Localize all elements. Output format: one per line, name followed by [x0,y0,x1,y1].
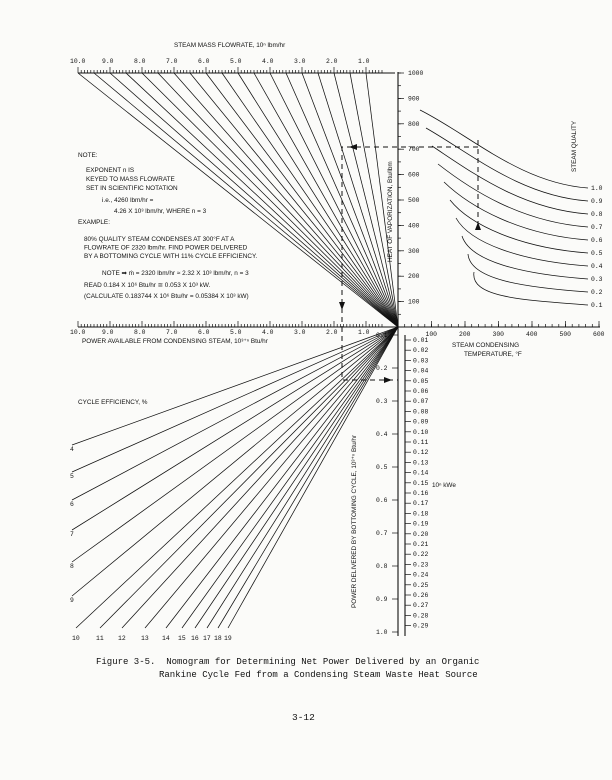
bottom-axis-tick-label: 1.0 [358,329,370,336]
kwe-tick-label: 0.07 [413,398,429,406]
top-axis-tick-label: 3.0 [294,58,306,65]
vaporization-tick-label: 400 [408,222,420,230]
efficiency-line [76,327,398,628]
kwe-tick-label: 0.23 [413,561,429,569]
efficiency-title: CYCLE EFFICIENCY, % [78,399,148,406]
steam-quality-label: 0.1 [591,302,603,309]
kwe-tick-label: 0.24 [413,571,429,579]
note-heading: NOTE: [78,152,98,159]
kwe-tick-label: 0.08 [413,408,429,416]
steam-quality-curve [432,146,588,214]
top-axis-tick-label: 9.0 [102,58,114,65]
steam-quality-label: 0.9 [591,198,603,205]
steam-quality-label: 0.4 [591,263,603,270]
efficiency-label-left: 9 [70,597,74,604]
vaporization-tick-label: 500 [408,197,420,204]
bottom-axis-tick-label: 5.0 [230,329,242,336]
kwe-tick-label: 0.18 [413,510,429,518]
steam-quality-curve [450,200,588,253]
condensing-tick-label: 100 [425,331,438,338]
efficiency-label-left: 8 [70,563,74,570]
flowrate-fan-line [222,73,398,327]
steam-quality-label: 0.2 [591,289,603,296]
top-axis-tick-label: 8.0 [134,58,146,65]
kwe-tick-label: 0.26 [413,592,429,599]
kwe-tick-label: 0.27 [413,602,429,610]
top-axis-tick-label: 4.0 [262,58,274,65]
efficiency-line [72,327,398,596]
power-delivered-label: 0.7 [376,530,388,537]
note-text: SET IN SCIENTIFIC NOTATION [86,185,178,192]
steam-quality-label: 0.5 [591,250,603,257]
page-number: 3-12 [292,712,315,723]
efficiency-line [166,327,398,628]
kwe-tick-label: 0.02 [413,347,429,355]
kwe-tick-label: 0.25 [413,581,429,589]
condensing-axis-title: TEMPERATURE, °F [464,351,522,358]
efficiency-line [145,327,398,628]
flowrate-fan-line [206,73,398,327]
example-text: BY A BOTTOMING CYCLE WITH 11% CYCLE EFFICIENCY. [84,253,258,260]
note-text: EXPONENT n IS [86,167,135,174]
steam-quality-curve [474,272,588,305]
note-example-line: 4.26 X 10³ lbm/hr, WHERE n = 3 [114,208,207,215]
efficiency-label-left: 7 [70,531,74,538]
steam-quality-label: 1.0 [591,185,603,192]
example-calc-line: (CALCULATE 0.183744 X 10⁶ Btu/hr = 0.05384 X 10³ kW) [84,293,249,300]
power-delivered-label: 0.1 [376,332,388,339]
example-heading: EXAMPLE: [78,219,110,226]
efficiency-label-bottom: 18 [214,635,222,642]
arrow-down-marker [339,302,345,310]
efficiency-line [207,327,398,628]
efficiency-label-left: 4 [70,446,74,453]
top-axis-title: STEAM MASS FLOWRATE, 10ⁿ lbm/hr [174,42,286,49]
vaporization-tick-label: 600 [408,171,420,179]
steam-quality-label: 0.7 [591,224,603,231]
condensing-tick-label: 600 [593,331,605,338]
arrow-up-marker [475,222,481,230]
figure-caption-line1: Figure 3-5. Nomogram for Determining Net Power Delivered by an Organic [96,657,480,667]
bottom-axis-tick-label: 2.0 [326,329,338,336]
efficiency-label-bottom: 15 [178,635,186,642]
vaporization-tick-label: 300 [408,247,420,255]
power-delivered-label: 0.9 [376,596,388,603]
kwe-tick-label: 0.10 [413,428,429,436]
kwe-tick-label: 0.06 [413,388,429,395]
kwe-axis-unit: 10ⁿ kWe [432,482,456,489]
bottom-axis-tick-label: 10.0 [70,329,86,336]
flowrate-fan-line [318,73,398,327]
vaporization-tick-label: 100 [408,298,420,306]
note-text: KEYED TO MASS FLOWRATE [86,176,175,183]
condensing-tick-label: 400 [526,331,538,338]
bottom-axis-tick-label: 9.0 [102,329,114,336]
steam-quality-curve [456,218,588,266]
efficiency-label-bottom: 19 [224,635,232,642]
efficiency-line [72,327,398,530]
bottom-axis-tick-label: 7.0 [166,329,178,336]
kwe-tick-label: 0.19 [413,520,429,528]
efficiency-label-bottom: 17 [203,635,211,642]
kwe-tick-label: 0.21 [413,541,429,548]
steam-quality-label: 0.6 [591,237,603,244]
efficiency-line [182,327,398,628]
power-delivered-title: POWER DELIVERED BY BOTTOMING CYCLE, 10³⁺ⁿ Btu/hr [351,434,358,608]
efficiency-label-bottom: 10 [72,635,80,642]
kwe-tick-label: 0.16 [413,490,429,497]
kwe-tick-label: 0.01 [413,337,429,344]
efficiency-label-bottom: 16 [191,635,199,642]
vaporization-axis-title: HEAT OF VAPORIZATION, Btu/lbm [387,161,394,262]
bottom-axis-tick-label: 6.0 [198,329,210,336]
note-example-line: i.e., 4260 lbm/hr = [102,197,154,204]
kwe-tick-label: 0.28 [413,612,429,620]
vaporization-tick-label: 1000 [408,70,424,77]
kwe-tick-label: 0.04 [413,367,429,375]
kwe-tick-label: 0.13 [413,459,429,467]
vaporization-tick-label: 700 [408,146,420,154]
power-delivered-label: 0.2 [376,365,388,372]
bottom-axis-tick-label: 8.0 [134,329,146,336]
steam-quality-curve [420,110,588,188]
kwe-tick-label: 0.05 [413,377,429,385]
top-axis-tick-label: 6.0 [198,58,210,65]
arrow-right-marker [384,377,392,383]
vaporization-tick-label: 900 [408,95,420,103]
example-note-line: NOTE ➡ ṁ = 2320 lbm/hr ≈ 2.32 X 10³ lbm/hr, n = 3 [102,270,249,277]
kwe-tick-label: 0.03 [413,357,429,365]
condensing-tick-label: 500 [559,331,572,338]
example-text: 80% QUALITY STEAM CONDENSES AT 300°F AT A [84,236,235,243]
power-delivered-label: 1.0 [376,629,388,636]
steam-quality-curve [468,254,588,292]
top-axis-tick-label: 5.0 [230,58,242,65]
kwe-tick-label: 0.29 [413,622,429,630]
efficiency-label-bottom: 11 [96,635,104,642]
bottom-axis-title: POWER AVAILABLE FROM CONDENSING STEAM, 10³⁺ⁿ Btu/hr [82,338,268,345]
bottom-axis-tick-label: 4.0 [262,329,274,336]
top-axis-tick-label: 2.0 [326,58,338,65]
condensing-axis-title: STEAM CONDENSING [452,342,520,349]
efficiency-label-left: 5 [70,473,74,480]
power-delivered-label: 0.4 [376,431,388,438]
kwe-tick-label: 0.20 [413,530,429,538]
efficiency-label-left: 6 [70,501,74,508]
bottom-axis-tick-label: 3.0 [294,329,306,336]
steam-quality-label: 0.8 [591,211,603,218]
efficiency-label-bottom: 12 [118,635,126,642]
kwe-tick-label: 0.15 [413,479,429,487]
vaporization-tick-label: 200 [408,273,420,281]
flowrate-fan-line [270,73,398,327]
power-delivered-label: 0.6 [376,497,388,504]
condensing-tick-label: 200 [459,331,471,338]
figure-caption-line2: Rankine Cycle Fed from a Condensing Steam Waste Heat Source [159,670,478,680]
example-text: FLOWRATE OF 2320 lbm/hr. FIND POWER DELIVERED [84,244,248,252]
steam-quality-label: 0.3 [591,276,603,283]
kwe-tick-label: 0.14 [413,469,429,477]
kwe-tick-label: 0.17 [413,500,429,508]
kwe-tick-label: 0.12 [413,449,429,457]
kwe-tick-label: 0.22 [413,551,429,559]
power-delivered-label: 0.3 [376,398,388,405]
power-delivered-label: 0.8 [376,563,388,570]
top-axis-tick-label: 7.0 [166,58,178,65]
top-axis-tick-label: 1.0 [358,58,370,65]
kwe-tick-label: 0.09 [413,418,429,426]
condensing-tick-label: 300 [492,331,505,338]
efficiency-label-bottom: 14 [162,635,170,642]
flowrate-fan-line [190,73,398,327]
power-delivered-label: 0.5 [376,464,388,471]
flowrate-fan-line [254,73,398,327]
efficiency-label-bottom: 13 [141,635,149,642]
top-axis-tick-label: 10.0 [70,58,86,65]
efficiency-line [218,327,398,628]
example-read-line: READ 0.184 X 10⁶ Btu/hr ≅ 0.053 X 10³ kW. [84,282,211,289]
kwe-tick-label: 0.11 [413,439,429,446]
steam-quality-curve [426,128,588,201]
vaporization-tick-label: 800 [408,120,420,128]
steam-quality-title: STEAM QUALITY [571,120,578,172]
efficiency-line [72,327,398,562]
